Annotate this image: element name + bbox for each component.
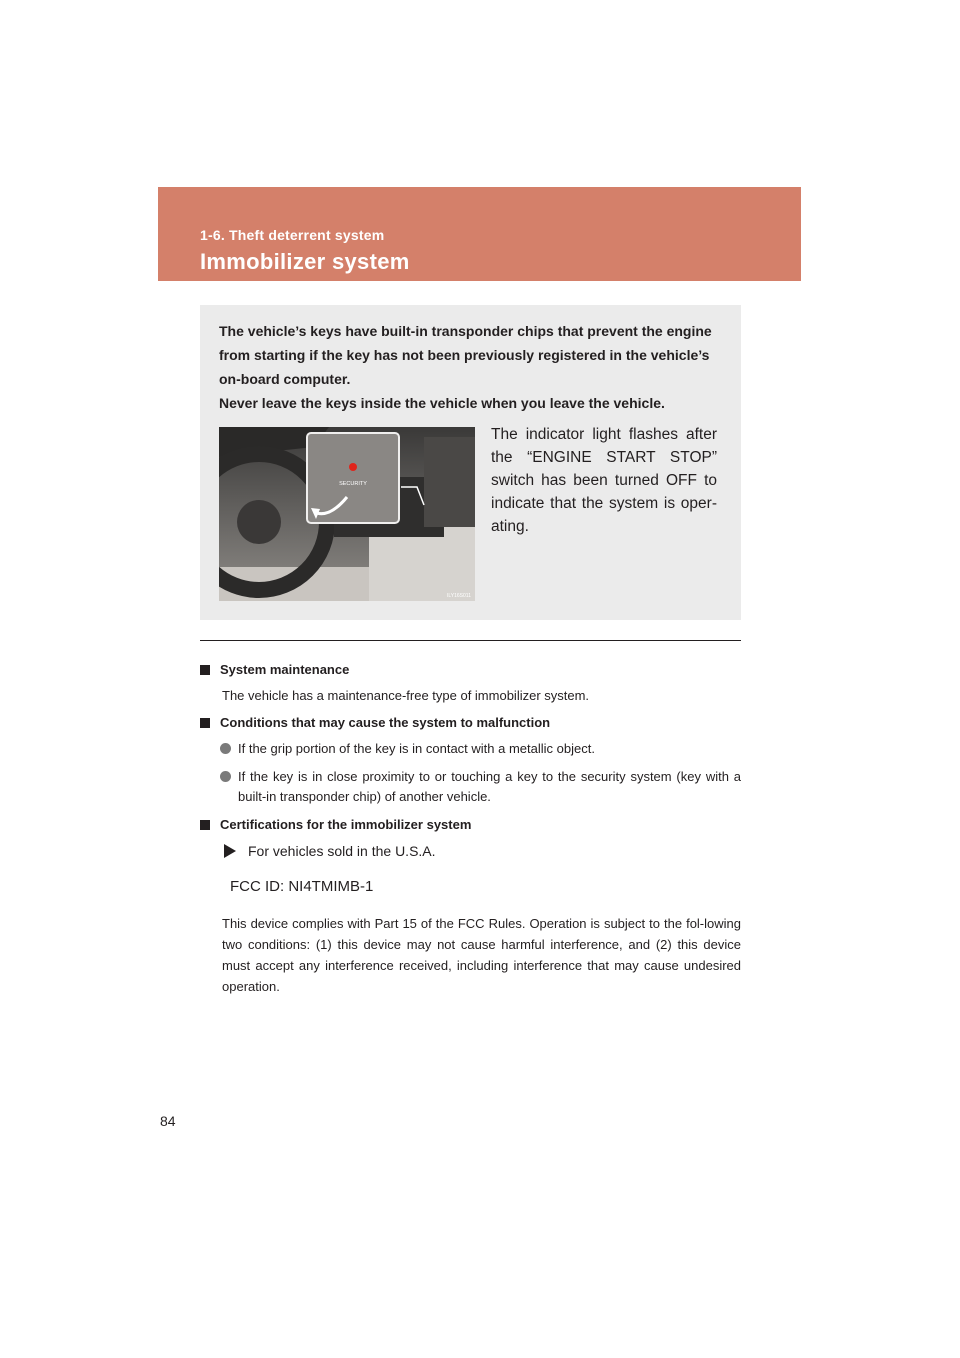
malfunction-heading: Conditions that may cause the system to malfunction	[200, 713, 741, 733]
intro-text	[219, 319, 719, 415]
dashboard-photo	[219, 427, 475, 601]
square-bullet-icon	[200, 820, 210, 830]
malfunction-bullet-1: If the grip portion of the key is in contact with a metallic object.	[200, 739, 741, 759]
fcc-id: FCC ID: NI4TMIMB-1	[230, 878, 374, 895]
photo-security-label: SECURITY	[339, 481, 367, 487]
photo-code-label: ILY16S011	[446, 593, 471, 599]
dashboard-illustration	[219, 427, 475, 601]
certifications-heading: Certifications for the immobilizer system	[200, 815, 741, 835]
fcc-compliance-text: This device complies with Part 15 of the FCC Rules. Operation is subject to the fol-lowing two conditions: (1) this device may not cause harmful interference, and (2) this device must accept any interference received, including interference that may cause undesired operation.	[222, 916, 741, 994]
page-title: Immobilizer system	[200, 249, 410, 274]
security-indicator-icon	[349, 463, 357, 471]
indicator-caption: The indicator light flashes after the “ENGINE START STOP” switch has been turned OFF to indicate that the system is oper-ating.	[491, 426, 717, 535]
notes-section	[200, 660, 741, 997]
intro-line-1: The vehicle’s keys have built-in transponder chips that prevent the engine from starting if the key has not been previously registered in the vehicle’s on-board computer.	[219, 323, 712, 387]
page-number: 84	[160, 1113, 176, 1129]
square-bullet-icon	[200, 665, 210, 675]
circle-bullet-icon	[220, 771, 231, 782]
square-bullet-icon	[200, 718, 210, 728]
intro-line-2: Never leave the keys inside the vehicle when you leave the vehicle.	[219, 395, 665, 411]
section-header	[158, 187, 801, 281]
malfunction-bullet-2: If the key is in close proximity to or touching a key to the security system (key with a built-in transponder chip) of another vehicle.	[200, 767, 741, 807]
section-label: 1-6. Theft deterrent system	[200, 227, 385, 243]
system-maintenance-text: The vehicle has a maintenance-free type of immobilizer system.	[222, 688, 590, 703]
circle-bullet-icon	[220, 743, 231, 754]
system-maintenance-heading: System maintenance	[200, 660, 741, 680]
region-line: For vehicles sold in the U.S.A.	[200, 841, 741, 861]
divider	[200, 640, 741, 641]
triangle-arrow-icon	[224, 844, 236, 858]
intro-box	[200, 305, 741, 620]
